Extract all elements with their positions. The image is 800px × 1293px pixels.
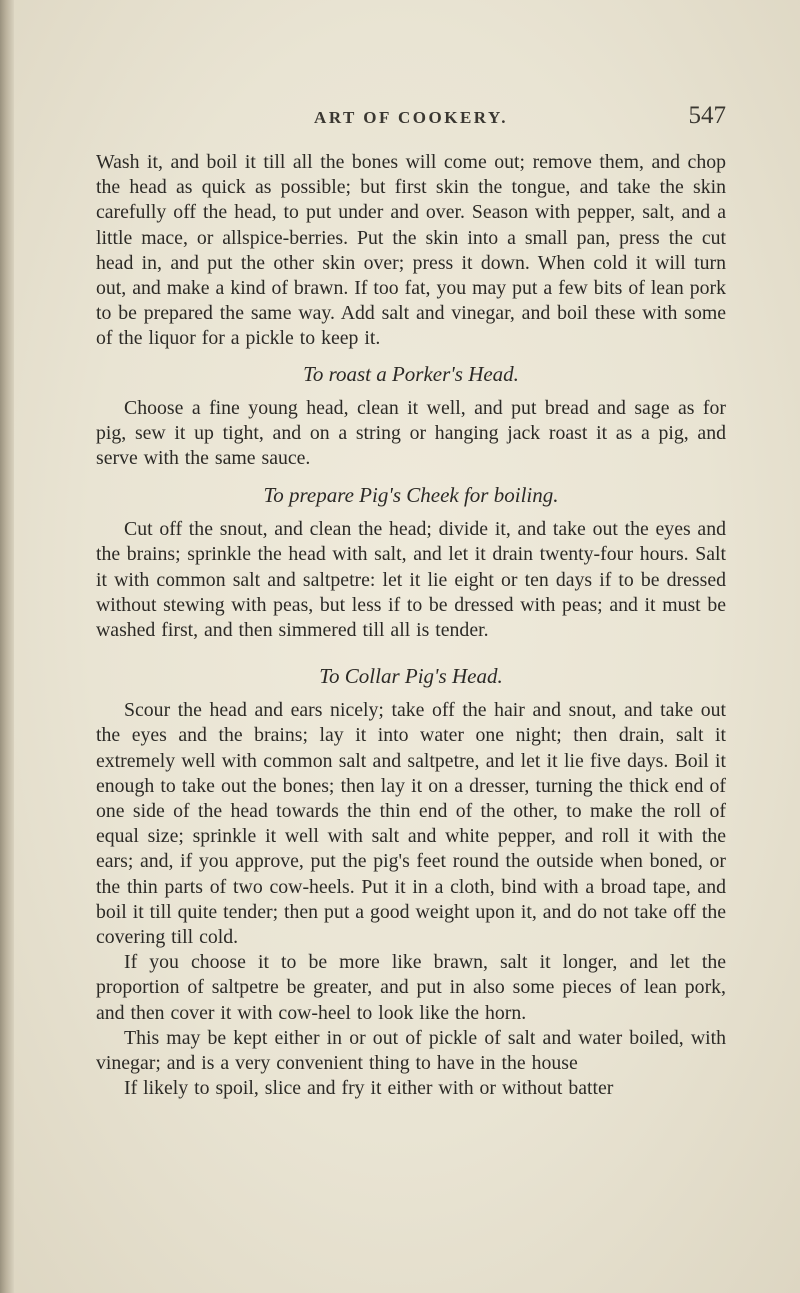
page-binding-shadow: [0, 0, 14, 1293]
paragraph-collar-pigs-head: Scour the head and ears nicely; take off the hair and snout, and take out the eyes and the brains; lay it into water one night; then drain, salt it extremely well with common salt and saltpetre, and let it lie five days. Boil it enough to take out the bones; then lay it on a dresser, turning the thick end of one side of the head towards the thin end of the other, to make the roll of equal size; sprinkle it well with salt and white pepper, and roll it with the ears; and, if you approve, put the pig's feet round the outside when boned, or the thin parts of two cow-heels. Put it in a cloth, bind with a broad tape, and boil it till quite tender; then put a good weight upon it, and do not take off the covering till cold.: [96, 699, 726, 949]
recipe-heading-roast-porkers-head: To roast a Porker's Head.: [303, 361, 519, 386]
page-number: 547: [688, 102, 726, 129]
recipe-heading-collar-pigs-head: To Collar Pig's Head.: [319, 664, 503, 689]
paragraph-if-likely-to-spoil: If likely to spoil, slice and fry it either with or without batter: [124, 1077, 614, 1100]
page-header: [96, 100, 726, 134]
page-body: [96, 150, 726, 1102]
paragraph-prepare-pigs-cheek: Cut off the snout, and clean the head; divide it, and take out the eyes and the brains; sprinkle the head with salt, and let it drain twenty-four hours. Salt it with common salt and saltpetre: let it lie eight or ten days if to be dressed without stewing with peas, but less if to be dressed with peas; and it must be washed first, and then simmered till all is tender.: [96, 518, 726, 642]
running-head: ART OF COOKERY.: [314, 108, 508, 127]
paragraph-wash-it: Wash it, and boil it till all the bones will come out; remove them, and chop the head as quick as possible; but first skin the tongue, and take the skin carefully off the head, to put under and over. Season with pepper, salt, and a little mace, or allspice-berries. Put the skin into a small pan, press the cut head in, and put the other skin over; press it down. When cold it will turn out, and make a kind of brawn. If too fat, you may put a few bits of lean pork to be prepared the same way. Add salt and vinegar, and boil these with some of the liquor for a pickle to keep it.: [96, 151, 726, 350]
recipe-heading-prepare-pigs-cheek: To prepare Pig's Cheek for boiling.: [263, 483, 559, 508]
paragraph-roast-porkers-head: Choose a fine young head, clean it well, and put bread and sage as for pig, sew it up tight, and on a string or hanging jack roast it as a pig, and serve with the same sauce.: [96, 396, 726, 470]
paragraph-kept-in-pickle: This may be kept either in or out of pickle of salt and water boiled, with vinegar; and is a very convenient thing to have in the house: [96, 1026, 726, 1075]
paragraph-more-like-brawn: If you choose it to be more like brawn, salt it longer, and let the proportion of saltpetre be greater, and put in also some pieces of lean pork, and then cover it with cow-heel to look like the horn.: [96, 951, 726, 1024]
